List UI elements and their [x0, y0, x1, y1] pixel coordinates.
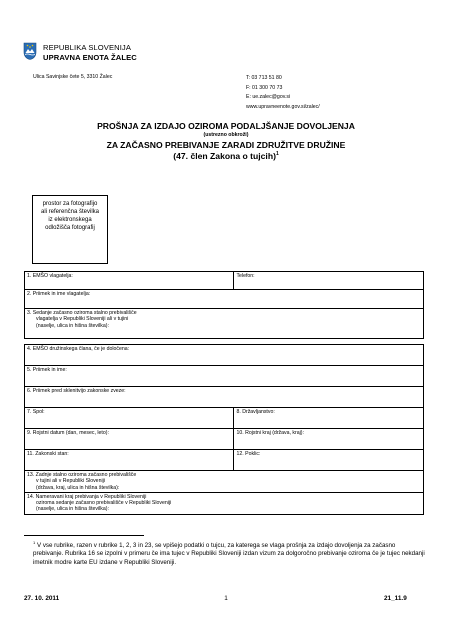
- field-birth-place[interactable]: 10. Rojstni kraj (država, kraj):: [234, 429, 424, 450]
- field-sex[interactable]: 7. Spol:: [25, 408, 234, 429]
- contact-website: www.upravneenote.gov.si/zalec/: [246, 103, 320, 110]
- title-line-3: (47. člen Zakona o tujcih)$^1$: [173, 151, 279, 161]
- contact-email: E: ue.zalec@gov.si: [246, 94, 291, 100]
- field-family-member-name[interactable]: 5. Priimek in ime:: [25, 366, 424, 387]
- contact-fax: F: 01 300 70 73: [246, 84, 283, 91]
- field-emso-applicant[interactable]: 1. EMŠO vlagatelja:: [25, 272, 234, 290]
- field-marital-status[interactable]: 11. Zakonski stan:: [25, 450, 234, 471]
- title-line-1: PROŠNJA ZA IZDAJO OZIROMA PODALJŠANJE DOVOLJENJA: [97, 121, 355, 131]
- field-telephone[interactable]: Telefon:: [234, 272, 424, 290]
- footer-page-number: 1: [224, 595, 228, 602]
- field-applicant-residence[interactable]: 3. Sedanje začasno oziroma stalno prebivališče vlagatelja v Republiki Sloveniji ali v tujini (naselje, ulica in hišna številka):: [25, 309, 424, 339]
- photo-box-line: iz elektronskega: [48, 217, 92, 223]
- org-name: REPUBLIKA SLOVENIJA: [43, 43, 131, 52]
- field-citizenship[interactable]: 8. Državljanstvo:: [234, 408, 424, 429]
- field-maiden-name[interactable]: 6. Priimek pred sklenitvijo zakonske zveze:: [25, 387, 424, 408]
- footnote-text: $^1$ V vse rubrike, razen v rubrike 1, 2, 3 in 23, se vpišejo podatki o tujcu, za katerega se vlaga prošnja za izdajo dovoljenja za začasno prebivanje. Rubrika 16 se izpolni v primeru če ima tujec v Republiki Sloveniji izdan vizum za dolgoročno prebivanje oziroma če je tujec nekdanji imetnik modre karte EU izdane v Republiki Sloveniji.: [33, 540, 425, 566]
- footer-date: 27. 10. 2011: [24, 595, 60, 602]
- photo-box-line: ali referenčna številka: [40, 209, 100, 215]
- contact-phone: T: 03 713 51 80: [246, 75, 282, 81]
- photo-box-line: odložišča fotografij: [45, 225, 95, 231]
- field-birth-date[interactable]: 9. Rojstni datum (dan, mesec, leto):: [25, 429, 234, 450]
- field-applicant-name[interactable]: 2. Priimek in ime vlagatelja:: [25, 290, 424, 309]
- office-address: Ulica Savinjske čete 5, 3310 Žalec: [33, 74, 113, 80]
- footnote-reference: 1: [275, 151, 279, 158]
- photo-placeholder-box: [32, 195, 108, 264]
- coat-of-arms-icon: [23, 42, 37, 60]
- field-last-residence[interactable]: 13. Zadnje stalno oziroma začasno prebivališče v tujini ali v Republiki Sloveniji (država, kraj, ulica in hišna številka):: [25, 471, 424, 493]
- footnote-mark: 1: [33, 540, 36, 545]
- org-unit-name: UPRAVNA ENOTA ŽALEC: [43, 53, 137, 62]
- photo-box-line: prostor za fotografijo: [42, 201, 98, 207]
- title-hint: (ustrezno obkroži): [203, 132, 249, 138]
- field-intended-residence[interactable]: 14. Nameravani kraj prebivanja v Republiki Sloveniji oziroma sedanje začasno prebivališče v Republiki Sloveniji (naselje, ulica in hišna številka):: [25, 492, 424, 514]
- field-occupation[interactable]: 12. Poklic:: [234, 450, 424, 471]
- title-line-2: ZA ZAČASNO PREBIVANJE ZARADI ZDRUŽITVE DRUŽINE: [106, 140, 346, 150]
- footer-form-code: 21_11.9: [384, 595, 407, 602]
- footnote-divider: [24, 535, 144, 536]
- application-form-table: [24, 271, 424, 515]
- field-family-member-emso[interactable]: 4. EMŠO družinskega člana, če je določena:: [25, 345, 424, 366]
